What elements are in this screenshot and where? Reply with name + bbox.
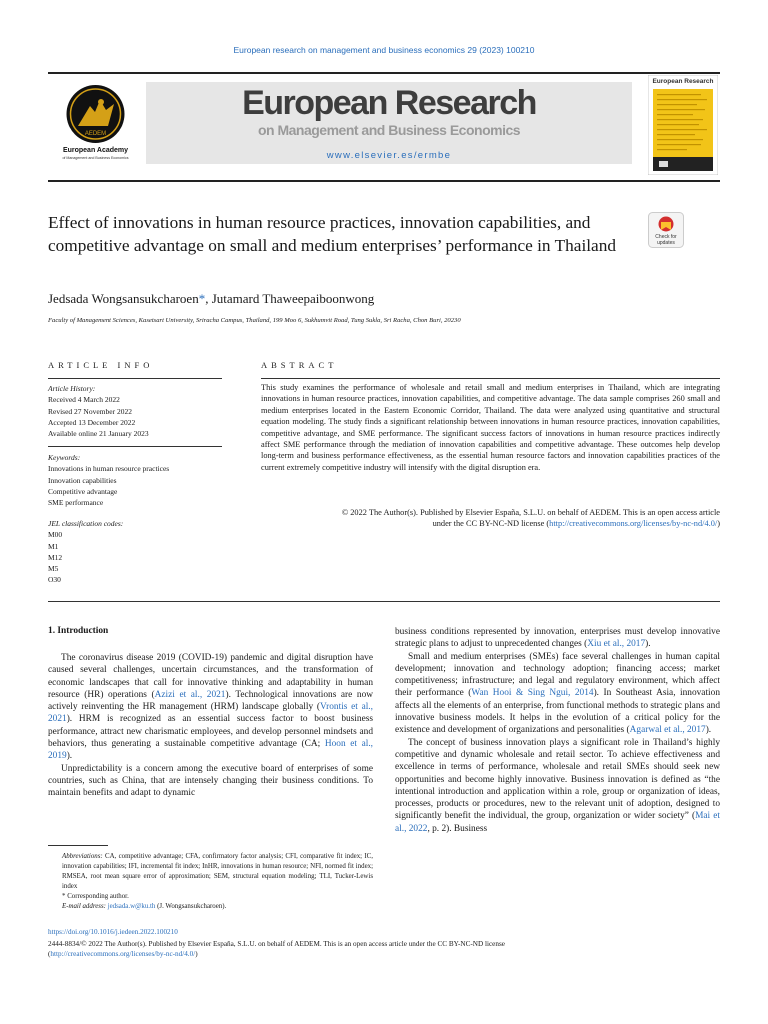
check-updates-line-2: updates <box>657 240 675 246</box>
text: ). <box>645 639 651 650</box>
author-name: Jedsada Wongsansukcharoen <box>48 291 199 306</box>
license-text: under the CC BY-NC-ND license ( <box>432 519 550 529</box>
citation-link[interactable]: Hoon et al., 2019 <box>48 739 373 762</box>
paren-open: ( <box>48 950 51 959</box>
email-label: E-mail address: <box>62 902 106 910</box>
paragraph <box>395 737 720 835</box>
issn-text: 2444-8834/© 2022 The Author(s). Published by Elsevier España, S.L.U. on behalf of AEDEM. This is an open access article under the CC BY-NC-ND license <box>48 940 505 948</box>
text: The concept of business innovation plays a significant role in Thailand’s highly competitive and dynamic wholesale and retail sector. To achieve effectiveness and excellence in terms of performance, wholesale and retail SMEs should seek new opportunities and become highly innovative. Business innovation is defined as “the intentional introduction and application within a role, group or organization of ideas, processes, products or procedures, new to the relevant unit of adoption, designed to significantly benefit the individual, the group, organization or wider society” ( <box>395 737 720 822</box>
check-updates-line-1: Check for <box>655 234 677 240</box>
author-list <box>48 291 374 307</box>
license-url[interactable]: http://creativecommons.org/licenses/by-nc-nd/4.0/ <box>50 950 196 959</box>
abstract-bottom-rule <box>48 601 720 602</box>
author-affiliation: Faculty of Management Sciences, Kasetsart University, Sriracha Campus, Thailand, 199 Moo 6, Sukhumvit Road, Tung Sukla, Sri Racha, Chon Buri, 20230 <box>48 317 461 324</box>
abstract-text: This study examines the performance of wholesale and retail small and medium enterprises in Thailand, which are integrating innovations in human resource practices, innovation capabilities, and competitive advantage. The data sample comprises 260 small and medium enterprises located in the Eastern Economic Corridor, Thailand. The data were analyzed using quantitative and structural equation modeling. The study finds a significant relationship between innovations in human resource practices, innovation capabilities, competitive advantage, and SME performance. The significant success factors of innovations in human resource practices indirectly affect SME performance through the mediation of innovation capabilities and competitive advantage. These outcomes help develop long-term and business performance effectiveness, as the essential human resource factors and innovation capabilities practices of the current extremely competitive industry will intensify with the digital disruption era. <box>261 383 720 472</box>
paragraph <box>395 651 720 737</box>
abbreviations-text: CA, competitive advantage; CFA, confirmatory factor analysis; CFI, comparative fit index; IC, innovation capabilities; IFI, incremental fit index; InHR, innovations in human resource; NFI, normed fit index; RMSEA, root mean square error of approximation; SEM, structural equation modeling; TLI, Tucker-Lewis index <box>62 853 373 890</box>
journal-url-link[interactable]: www.elsevier.es/ermbe <box>326 150 452 161</box>
issn-license <box>48 939 720 960</box>
keyword-item: Competitive advantage <box>48 486 118 496</box>
jel-code: M00 <box>48 530 63 540</box>
license-line <box>261 518 720 529</box>
license-url-line <box>48 949 720 959</box>
aedem-caption-2: of Management and Business Economics <box>62 156 129 160</box>
journal-reference[interactable]: European research on management and business economics 29 (2023) 100210 <box>233 45 535 55</box>
abstract-copyright <box>261 507 720 530</box>
abbreviations-label: Abbreviations: <box>62 853 103 860</box>
text: ). Technological innovations are now actively reinventing the HR management (HRM) landscape globally ( <box>48 689 373 713</box>
keyword-item: Innovation capabilities <box>48 475 117 485</box>
text: , p. 2). Business <box>427 823 488 834</box>
article-title: Effect of innovations in human resource practices, innovation capabilities, and competitive advantage on small and medium enterprises’ performance in Thailand <box>48 213 617 255</box>
history-item: Available online 21 January 2023 <box>48 429 149 439</box>
text: The coronavirus disease 2019 (COVID-19) pandemic and digital disruption have caused several challenges, uncertain circumstances, and the transformation of economic landscapes that call for innovative thinking and adaptability in human resource (HR) operations ( <box>48 653 373 700</box>
article-info-heading: ARTICLE INFO <box>48 360 154 370</box>
header-bottom-rule <box>48 180 720 182</box>
journal-cover-thumbnail <box>648 75 718 175</box>
doi-link[interactable] <box>48 928 178 936</box>
abbreviations-footnote <box>48 852 373 892</box>
history-item: Accepted 13 December 2022 <box>48 417 136 427</box>
copyright-line: © 2022 The Author(s). Published by Elsevier España, S.L.U. on behalf of AEDEM. This is an open access article <box>341 508 720 517</box>
aedem-logo-text: AEDEM <box>84 131 107 137</box>
jel-code: O30 <box>48 575 61 585</box>
history-item: Received 4 March 2022 <box>48 395 120 405</box>
keyword-item: Innovations in human resource practices <box>48 464 170 474</box>
text: ). HRM is recognized as an essential success factor to boost business performance, attract new charismatic employees, and develop personnel mindsets and behaviors, thus generating a sustainable competitive advantage (CA; <box>48 714 373 750</box>
citation-link[interactable]: Vrontis et al., 2021 <box>48 702 373 725</box>
corresponding-footnote <box>48 892 373 902</box>
footnote-rule <box>48 845 108 846</box>
footnote-mark: * <box>62 892 66 900</box>
license-close: ) <box>717 519 720 529</box>
header-top-rule <box>48 72 720 74</box>
aedem-caption-1: European Academy <box>62 147 129 154</box>
jel-codes-list <box>48 518 222 586</box>
jel-code: M5 <box>48 564 59 574</box>
keywords-label: Keywords: <box>48 453 81 462</box>
jel-label: JEL classification codes: <box>48 519 124 528</box>
history-rule <box>48 446 222 447</box>
paragraph <box>48 652 373 763</box>
text: ). <box>66 751 73 762</box>
introduction-heading: 1. Introduction <box>48 626 109 636</box>
paragraph <box>395 626 720 651</box>
cover-title: European Research <box>652 78 714 85</box>
journal-subtitle: on Management and Business Economics <box>257 122 521 138</box>
keyword-item: SME performance <box>48 498 104 508</box>
history-item: Revised 27 November 2022 <box>48 406 132 416</box>
email-owner: (J. Wongsansukcharoen). <box>155 902 227 910</box>
citation-link[interactable]: Agarwal et al., 2017 <box>629 725 706 736</box>
author-separator: , <box>205 291 212 306</box>
body-column-right <box>395 626 720 835</box>
history-label: Article History: <box>48 384 96 393</box>
author-name: Jutamard Thaweepaiboonwong <box>211 291 375 306</box>
article-info-rule <box>48 378 222 379</box>
text: business conditions represented by innovation, enterprises must develop innovative strategic plans to adjust to unprecedented changes ( <box>395 627 720 650</box>
jel-code: M1 <box>48 541 59 551</box>
abstract-heading: ABSTRACT <box>261 360 338 370</box>
journal-banner <box>146 82 632 164</box>
jel-code: M12 <box>48 552 63 562</box>
journal-title: European Research <box>242 84 536 122</box>
email-link[interactable]: jedsada.w@ku.th <box>107 902 156 910</box>
text: ). In Southeast Asia, innovation affects all the elements of an enterprise, from functional methods to strategic plans and innovative business models. It helps in the evolution of a critical policy for the existence and development of organizations and personalities ( <box>395 688 720 736</box>
corresponding-text: Corresponding author. <box>67 892 129 900</box>
paren-close: ) <box>195 950 198 959</box>
keywords-list <box>48 452 222 508</box>
text: ). <box>705 725 712 736</box>
abstract-rule <box>261 378 720 379</box>
license-link[interactable]: http://creativecommons.org/licenses/by-nc-nd/4.0/ <box>549 519 718 529</box>
citation-link[interactable]: Mai et al., 2022 <box>395 811 720 834</box>
article-history <box>48 383 222 439</box>
paragraph: Unpredictability is a concern among the executive board of enterprises of some countries, such as China, that are intensely changing their business conditions. To maintain benefits and adapt to dynamic <box>48 763 373 799</box>
citation-link[interactable]: Wan Hooi & Sing Ngui, 2014 <box>471 688 594 699</box>
body-column-left <box>48 652 373 800</box>
aedem-logo <box>48 82 143 164</box>
footnotes <box>48 852 373 911</box>
corresponding-author-mark[interactable]: * <box>198 291 206 306</box>
text: Small and medium enterprises (SMEs) face several challenges in human capital development; innovation and technology adoption; financing access; market competitiveness; infrastructure; and legal and regulatory environment, which affect their performance ( <box>395 651 720 699</box>
citation-link[interactable]: Azizi et al., 2021 <box>154 689 226 700</box>
doi-url[interactable]: https://doi.org/10.1016/j.iedeen.2022.100210 <box>48 928 178 936</box>
citation-link[interactable]: Xiu et al., 2017 <box>587 639 646 650</box>
email-footnote <box>48 902 373 912</box>
check-for-updates-button[interactable] <box>648 212 684 248</box>
